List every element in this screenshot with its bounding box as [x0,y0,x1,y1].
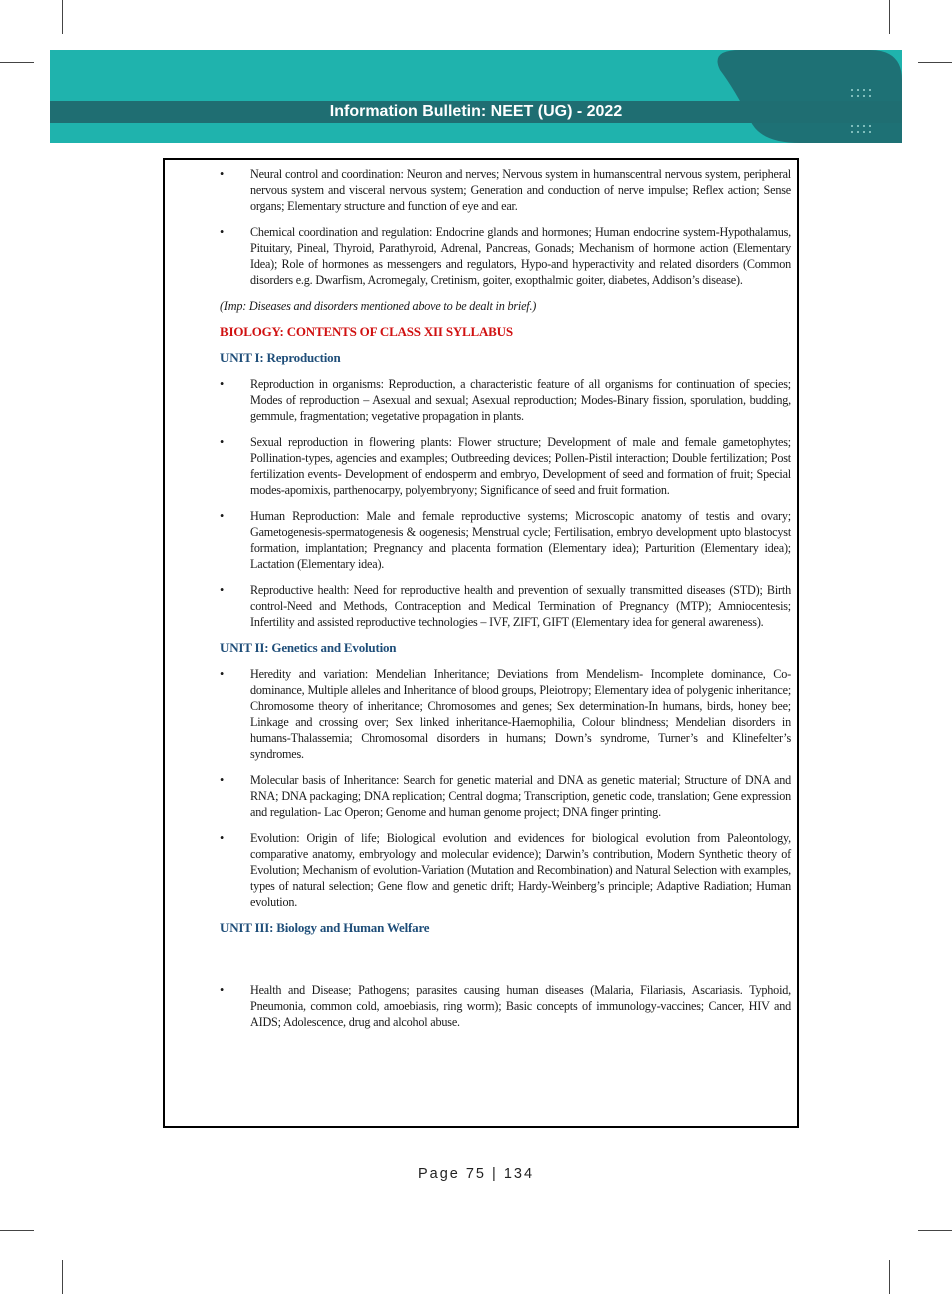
page-number: Page 75 | 134 [417,1166,535,1182]
bullet: • [220,509,225,523]
list-item-text: Neural control and coordination: Neuron and nerves; Nervous system in humanscentral nervous system, peripheral nervous system and visceral nervous system; Generation and conduction of nerve impulse; Reflex action; Sense organs; Elementary structure and function of eye and ear. [250,167,791,213]
section-title: BIOLOGY: CONTENTS OF CLASS XII SYLLABUS [220,324,513,339]
bullet: • [220,831,225,845]
list-item [220,376,791,424]
crop-mark [918,62,952,63]
syllabus-content [220,166,791,1040]
list-item-text: Human Reproduction: Male and female reproductive systems; Microscopic anatomy of testis and ovary; Gametogenesis-spermatogenesis & oogenesis; Menstrual cycle; Fertilisation, embryo development upto blastocyst formation, implantation; Pregnancy and placenta formation (Elementary idea); Parturition (Elementary idea); Lactation (Elementary idea). [250,509,791,571]
crop-mark [889,1260,890,1294]
unit-heading: UNIT I: Reproduction [220,350,341,365]
bullet: • [220,983,225,997]
crop-mark [0,1230,34,1231]
header-banner [50,50,902,143]
crop-mark [918,1230,952,1231]
list-item-text: Reproduction in organisms: Reproduction, a characteristic feature of all organisms for continuation of species; Modes of reproduction – Asexual and sexual; Asexual reproduction; Modes-Binary fission, sporulation, budding, gemmule, fragmentation; vegetative propagation in plants. [250,377,791,423]
list-item-text: Heredity and variation: Mendelian Inheritance; Deviations from Mendelism- Incomplete dominance, Co-dominance, Multiple alleles and Inheritance of blood groups, Pleiotropy; Elementary idea of polygenic inheritance; Chromosome theory of inheritance; Chromosomes and genes; Sex determination-In humans, birds, honey bee; Linkage and crossing over; Sex linked inheritance-Haemophilia, Colour blindness; Mendelian disorders in humans-Thalassemia; Chromosomal disorders in humans; Down’s syndrome, Turner’s and Klinefelter’s syndromes. [250,667,791,761]
bullet: • [220,435,225,449]
crop-mark [62,0,63,34]
page-header-title: Information Bulletin: NEET (UG) - 2022 [329,103,623,120]
list-item [220,224,791,288]
list-item-text: Health and Disease; Pathogens; parasites causing human diseases (Malaria, Filariasis, Ascariasis. Typhoid, Pneumonia, common cold, amoebiasis, ring worm); Basic concepts of immunology-vaccines; Cancer, HIV and AIDS; Adolescence, drug and alcohol abuse. [250,983,791,1029]
crop-mark [0,62,34,63]
blank-spacer [220,946,791,982]
list-item [220,982,791,1030]
list-item-text: Evolution: Origin of life; Biological evolution and evidences for biological evolution from Paleontology, comparative anatomy, embryology and molecular evidence); Darwin’s contribution, Modern Synthetic theory of Evolution; Mechanism of evolution-Variation (Mutation and Recombination) and Natural Selection with examples, types of natural selection; Gene flow and genetic drift; Hardy-Weinberg’s principle; Adaptive Radiation; Human evolution. [250,831,791,909]
decorative-wave-shape [680,50,902,143]
crop-mark [889,0,890,34]
unit-heading: UNIT III: Biology and Human Welfare [220,920,430,935]
syllabus-box [163,158,799,1128]
bullet: • [220,583,225,597]
bullet: • [220,167,225,181]
list-item [220,582,791,630]
list-item [220,166,791,214]
list-item-text: Sexual reproduction in flowering plants: Flower structure; Development of male and female gametophytes; Pollination-types, agencies and examples; Outbreeding devices; Pollen-Pistil interaction; Double fertilization; Post fertilization events- Development of endosperm and embryo, Development of seed and formation of fruit; Special modes-apomixis, parthenocarpy, polyembryony; Significance of seed and fruit formation. [250,435,791,497]
unit-heading: UNIT II: Genetics and Evolution [220,640,397,655]
bullet: • [220,225,225,239]
list-item-text: Reproductive health: Need for reproductive health and prevention of sexually transmitted diseases (STD); Birth control-Need and Methods, Contraception and Medical Termination of Pregnancy (MTP); Amniocentesis; Infertility and assisted reproductive technologies – IVF, ZIFT, GIFT (Elementary idea for general awareness). [250,583,791,629]
list-item [220,508,791,572]
list-item [220,830,791,910]
list-item-text: Molecular basis of Inheritance: Search for genetic material and DNA as genetic material; Structure of DNA and RNA; DNA packaging; DNA replication; Central dogma; Transcription, genetic code, translation; Gene expression and regulation- Lac Operon; Genome and human genome project; DNA finger printing. [250,773,791,819]
crop-mark [62,1260,63,1294]
list-item [220,772,791,820]
bullet: • [220,773,225,787]
bullet: • [220,667,225,681]
list-item [220,434,791,498]
list-item [220,666,791,762]
bullet: • [220,377,225,391]
note-text: (Imp: Diseases and disorders mentioned above to be dealt in brief.) [220,299,537,313]
list-item-text: Chemical coordination and regulation: Endocrine glands and hormones; Human endocrine system-Hypothalamus, Pituitary, Pineal, Thyroid, Parathyroid, Adrenal, Pancreas, Gonads; Mechanism of hormone action (Elementary Idea); Role of hormones as messengers and regulators, Hypo-and hyperactivity and related disorders (Common disorders e.g. Dwarfism, Acromegaly, Cretinism, goiter, exopthalmic goiter, diabetes, Addison’s disease). [250,225,791,287]
